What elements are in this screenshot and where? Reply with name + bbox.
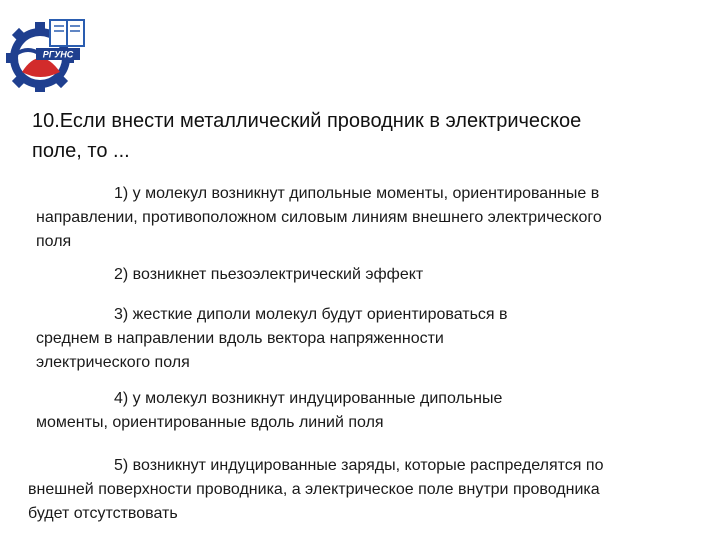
option-line: 3) жесткие диполи молекул будут ориентироваться в [114,306,508,323]
logo-text: РГУНС [42,49,74,60]
option-line: электрического поля [36,354,190,371]
option-line: поля [36,233,72,250]
option-line: внешней поверхности проводника, а электрическое поле внутри проводника [28,481,600,498]
option-line: 4) у молекул возникнут индуцированные дипольные [114,390,503,407]
option-line: 1) у молекул возникнут дипольные моменты, ориентированные в [114,185,600,202]
question-line: 10.Если внести металлический проводник в электрическое [32,110,582,132]
answer-option-1[interactable] [36,182,602,254]
option-line: 2) возникнет пьезоэлектрический эффект [114,266,424,283]
university-gear-emblem-icon [2,14,92,94]
option-line: 5) возникнут индуцированные заряды, которые распределятся по [114,457,604,474]
option-line: моменты, ориентированные вдоль линий поля [36,414,384,431]
university-logo [2,14,92,94]
option-line: направлении, противоположном силовым линиям внешнего электрического [36,209,602,226]
option-line: будет отсутствовать [28,505,178,522]
question-text [32,106,692,166]
answer-option-2[interactable] [36,263,423,287]
option-line: среднем в направлении вдоль вектора напряженности [36,330,444,347]
answer-option-3[interactable] [36,303,508,375]
question-line: поле, то ... [32,140,130,162]
answer-option-4[interactable] [36,387,502,435]
answer-option-5[interactable] [28,454,603,526]
